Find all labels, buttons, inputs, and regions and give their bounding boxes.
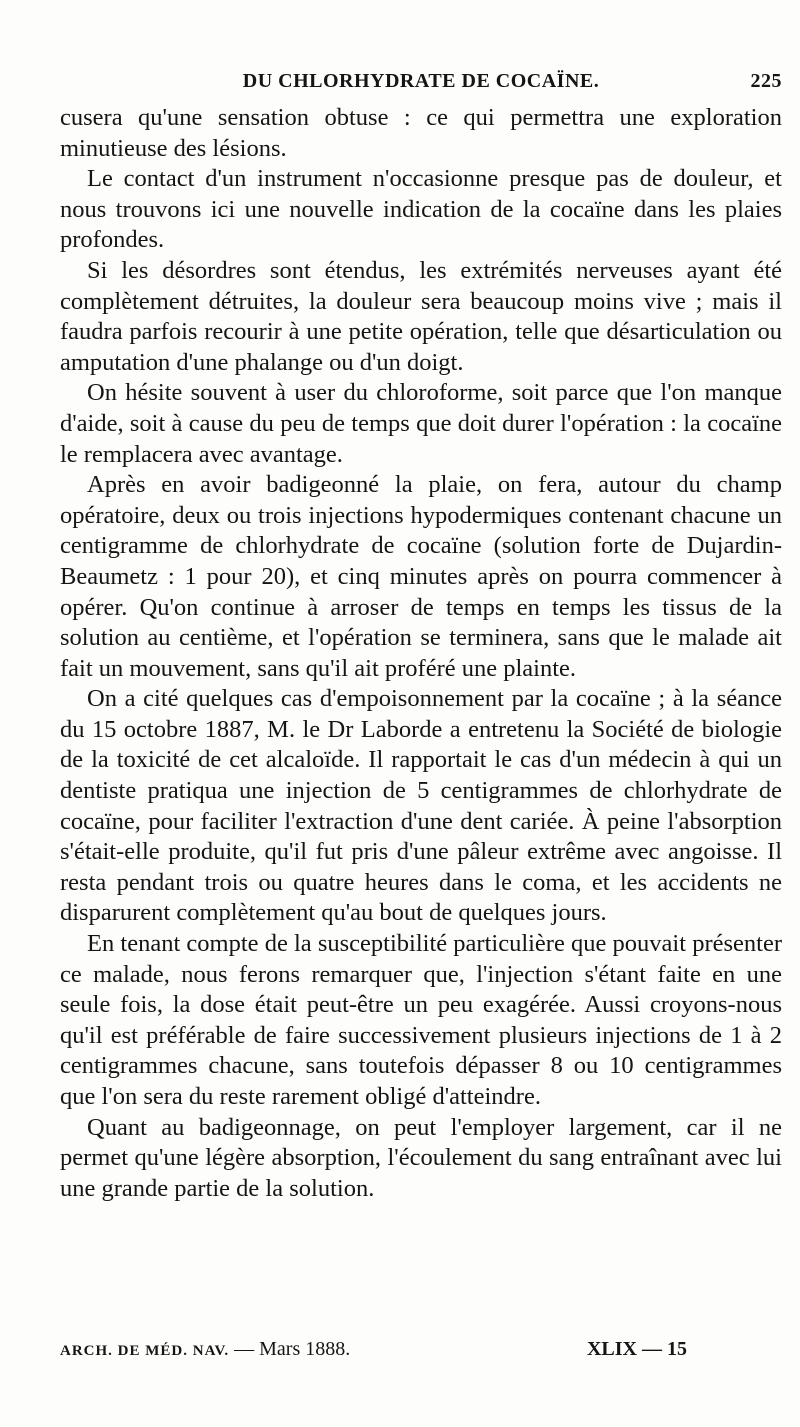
paragraph-continuation: cusera qu'une sensation obtuse : ce qui permettra une exploration minutieuse des lésions. [60, 104, 782, 162]
page-number: 225 [750, 70, 782, 92]
running-title: DU CHLORHYDRATE DE COCAÏNE. [242, 70, 600, 92]
footer-date: — Mars 1888. [234, 1338, 351, 1360]
paragraph-extensive-damage: Si les désordres sont étendus, les extrémités nerveuses ayant été complètement détruites, la douleur sera beaucoup moins vive ; mais il faudra parfois recourir à une petite opération, telle que désarticulation ou amputation d'une phalange ou d'un doigt. [60, 256, 782, 376]
body-text [60, 103, 782, 1204]
running-head [60, 70, 782, 100]
paragraph-chloroform: On hésite souvent à user du chloroforme, soit parce que l'on manque d'aide, soit à cause du peu de temps que doit durer l'opération : la cocaïne le remplacera avec avantage. [60, 379, 782, 468]
footer-journal: ARCH. DE MÉD. NAV. [60, 1343, 230, 1359]
paragraph-poisoning-cases: On a cité quelques cas d'empoisonnement par la cocaïne ; à la séance du 15 octobre 1887, M. le Dr Laborde a entretenu la Société de biologie de la toxicité de cet alcaloïde. Il rapportait le cas d'un médecin à qui un dentiste pratiqua une injection de 5 centigrammes de chlorhydrate de cocaïne, pour faciliter l'extraction d'une dent cariée. À peine l'absorption s'était-elle produite, qu'il fut pris d'une pâleur extrême avec angoisse. Il resta pendant trois ou quatre heures dans le coma, et les accidents ne disparurent complètement qu'au bout de quelques jours. [60, 685, 782, 927]
paragraph-instrument-contact: Le contact d'un instrument n'occasionne presque pas de douleur, et nous trouvons ici une nouvelle indication de la cocaïne dans les plaies profondes. [60, 165, 782, 254]
paragraph-badigeonnage: Quant au badigeonnage, on peut l'employer largement, car il ne permet qu'une légère absorption, l'écoulement du sang entraînant avec lui une grande partie de la solution. [60, 1113, 782, 1202]
footer-citation [60, 1338, 350, 1361]
footer-signature: XLIX — 15 [586, 1338, 687, 1360]
page-footer [60, 1338, 782, 1368]
paragraph-dosage: En tenant compte de la susceptibilité particulière que pouvait présenter ce malade, nous ferons remarquer que, l'injection s'étant faite en une seule fois, la dose était peut-être un peu exagérée. Aussi croyons-nous qu'il est préférable de faire successivement plusieurs injections de 1 à 2 centigrammes chacune, sans toutefois dépasser 8 ou 10 centigrammes que l'on sera du reste rarement obligé d'atteindre. [60, 930, 782, 1110]
paragraph-injections: Après en avoir badigeonné la plaie, on fera, autour du champ opératoire, deux ou trois injections hypodermiques contenant chacune un centigramme de chlorhydrate de cocaïne (solution forte de Dujardin-Beaumetz : 1 pour 20), et cinq minutes après on pourra commencer à opérer. Qu'on continue à arroser de temps en temps les tissus de la solution au centième, et l'opération se terminera, sans que le malade ait fait un mouvement, sans qu'il ait proféré une plainte. [60, 471, 782, 682]
